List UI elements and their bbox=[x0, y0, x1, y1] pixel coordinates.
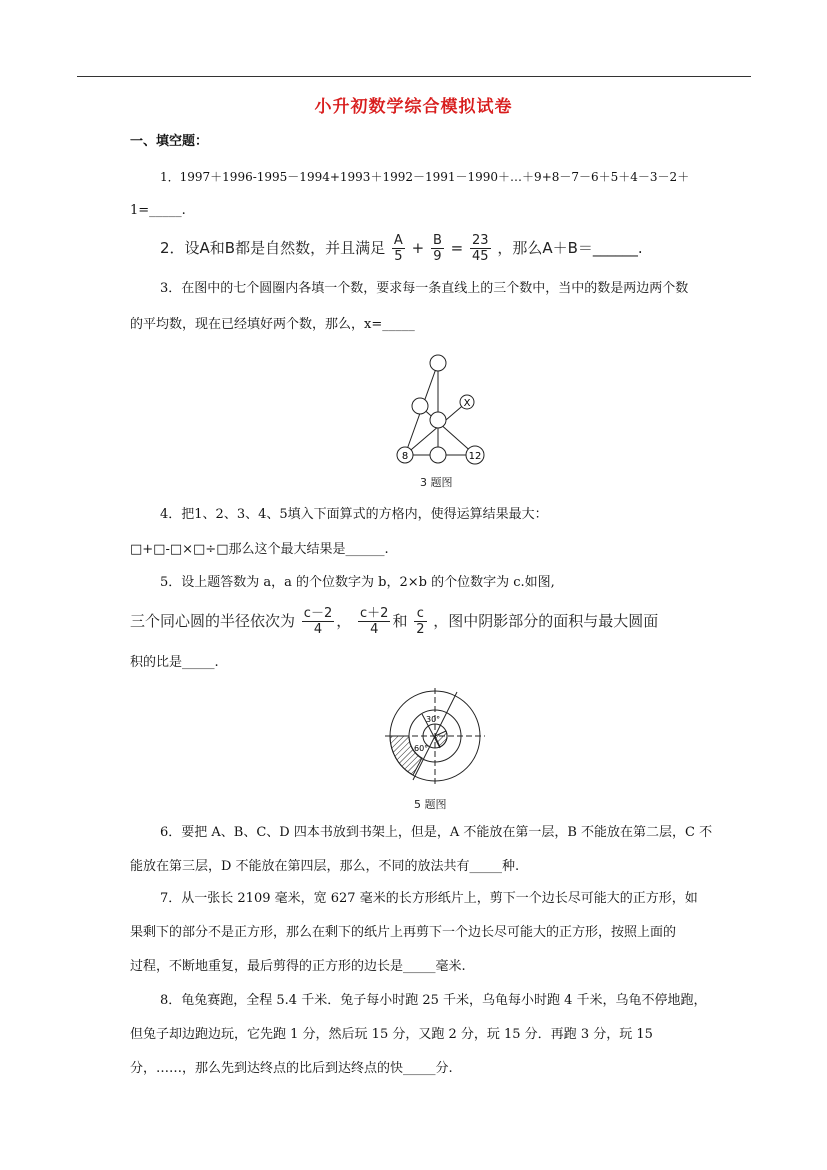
q2-prefix: 2．设A和B都是自然数，并且满足 bbox=[160, 239, 386, 257]
q5-comma: ， bbox=[336, 612, 352, 630]
q7-line3: 过程，不断地重复，最后剪得的正方形的边长是_____毫米. bbox=[130, 959, 466, 974]
q5-angle-bottom: 60° bbox=[414, 744, 429, 753]
q6-line1: 6．要把 A、B、C、D 四本书放到书架上，但是，A 不能放在第一层，B 不能放在第二层，C 不 bbox=[160, 825, 713, 840]
q5-line2 bbox=[130, 603, 658, 639]
q5-f3-num: c bbox=[414, 606, 426, 622]
q2-f3-num: 23 bbox=[472, 233, 489, 248]
q2-plus: + bbox=[411, 239, 425, 257]
q2-f1-den: 5 bbox=[394, 249, 403, 264]
q2-line bbox=[160, 230, 643, 266]
q3-caption: 3 题图 bbox=[420, 476, 453, 489]
q1-line1: 1．1997＋1996-1995－1994+1993＋1992－1991－1990＋…＋9+8－7－6＋5＋4－3－2＋ bbox=[160, 170, 690, 184]
q6-line2: 能放在第三层，D 不能放在第四层，那么，不同的放法共有_____种. bbox=[130, 859, 520, 874]
q2-fraction-c bbox=[470, 233, 491, 264]
q5-fraction-3 bbox=[414, 606, 426, 637]
q5-line1: 5．设上题答数为 a，a 的个位数字为 b，2×b 的个位数字为 c.如图, bbox=[160, 575, 555, 590]
q3-fig-x: X bbox=[463, 398, 471, 409]
q4-line1: 4．把1、2、3、4、5填入下面算式的方格内，使得运算结果最大： bbox=[160, 507, 548, 522]
q2-eq: = bbox=[450, 239, 464, 257]
q3-fig-right: 12 bbox=[468, 451, 482, 462]
q5-f1-num: c－2 bbox=[303, 606, 333, 621]
q2-fraction-a bbox=[392, 233, 405, 264]
q5-f3-den: 2 bbox=[416, 622, 425, 637]
q3-fig-left: 8 bbox=[401, 451, 409, 462]
q3-line1: 3．在图中的七个圆圈内各填一个数，要求每一条直线上的三个数中，当中的数是两边两个数 bbox=[160, 281, 689, 296]
q5-caption: 5 题图 bbox=[414, 798, 447, 811]
q5-f2-den: 4 bbox=[370, 622, 379, 637]
q2-fraction-b bbox=[431, 233, 444, 264]
q8-line3: 分，……，那么先到达终点的比后到达终点的快_____分. bbox=[130, 1061, 453, 1076]
q3-line2: 的平均数，现在已经填好两个数，那么，x=_____ bbox=[130, 317, 415, 332]
q3-figure bbox=[390, 350, 490, 470]
q5-f2-num: c＋2 bbox=[360, 606, 389, 621]
q8-line1: 8．龟兔赛跑，全程 5.4 千米．兔子每小时跑 25 千米，乌龟每小时跑 4 千米，乌龟不停地跑， bbox=[160, 993, 707, 1008]
q1-line2: 1=_____. bbox=[130, 203, 186, 218]
q5-f1-den: 4 bbox=[313, 622, 323, 637]
q7-line2: 果剩下的部分不是正方形，那么在剩下的纸片上再剪下一个边长尽可能大的正方形，按照上面的 bbox=[130, 925, 677, 940]
q2-f2-num: B bbox=[432, 233, 442, 248]
q2-suffix: ，那么A＋B＝______. bbox=[497, 239, 643, 257]
q2-f1-num: A bbox=[393, 233, 403, 248]
section-heading: 一、填空题： bbox=[130, 134, 209, 149]
q5-fraction-1 bbox=[302, 606, 334, 637]
q5-prefix: 三个同心圆的半径依次为 bbox=[130, 612, 296, 630]
q5-line3: 积的比是_____. bbox=[130, 655, 219, 670]
q2-f2-den: 9 bbox=[433, 249, 442, 264]
header-rule bbox=[77, 76, 751, 77]
q5-suffix: ，图中阴影部分的面积与最大圆面 bbox=[433, 612, 659, 630]
q2-f3-den: 45 bbox=[472, 249, 489, 264]
q5-angle-top: 30° bbox=[426, 715, 441, 724]
page-title: 小升初数学综合模拟试卷 bbox=[314, 97, 513, 117]
q4-line2: □+□-□×□÷□那么这个最大结果是______. bbox=[130, 542, 389, 557]
q5-and: 和 bbox=[392, 612, 408, 630]
q8-line2: 但兔子却边跑边玩，它先跑 1 分，然后玩 15 分，又跑 2 分，玩 15 分．再跑 3 分，玩 15 bbox=[130, 1027, 653, 1042]
q5-figure bbox=[380, 686, 490, 796]
q5-fraction-2 bbox=[358, 606, 390, 637]
q7-line1: 7．从一张长 2109 毫米，宽 627 毫米的长方形纸片上，剪下一个边长尽可能大的正方形，如 bbox=[160, 891, 698, 906]
